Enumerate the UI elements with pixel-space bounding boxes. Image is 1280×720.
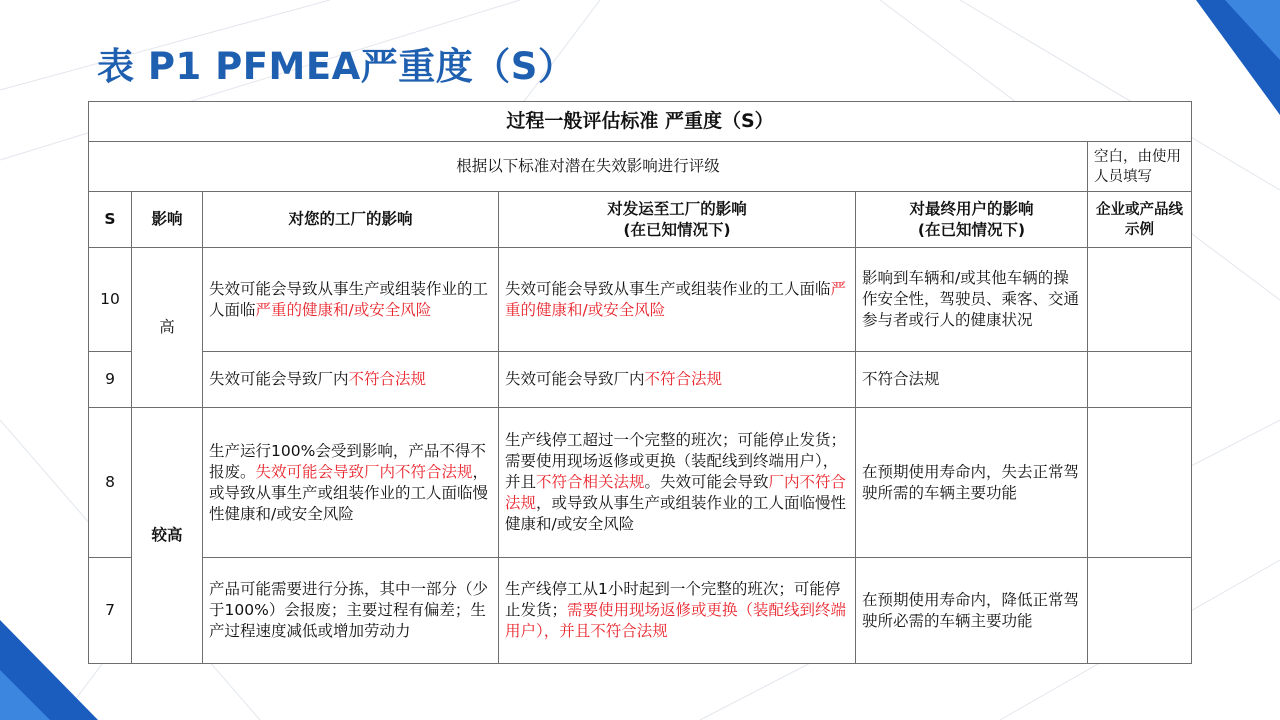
table-row-s7	[89, 558, 1192, 664]
instruction-row	[89, 142, 1192, 192]
col-header-example: 企业或产品线示例	[1088, 192, 1192, 248]
table-heading: 过程一般评估标准 严重度（S）	[89, 102, 1192, 142]
ship-effect-s8-text-3: ，或导致从事生产或组装作业的工人面临慢性健康和/或安全风险	[505, 494, 847, 533]
ship-effect-s8-highlight: 不符合相关法规	[536, 473, 645, 491]
plant-effect-s10	[203, 248, 499, 352]
col-header-end-user	[856, 192, 1088, 248]
severity-9: 9	[89, 352, 132, 408]
example-s7	[1088, 558, 1192, 664]
ship-effect-s8-text-2: 。失效可能会导致	[644, 473, 769, 491]
table-row-s8	[89, 408, 1192, 558]
table-heading-row	[89, 102, 1192, 142]
severity-8: 8	[89, 408, 132, 558]
col-header-end-user-line1: 对最终用户的影响	[909, 199, 1034, 218]
plant-effect-s8-highlight: 失效可能会导致厂内不符合法规	[255, 462, 473, 481]
col-header-ship-to-line2: (在已知情况下)	[623, 220, 731, 239]
col-header-s: S	[89, 192, 132, 248]
plant-effect-s8-text-2: ，或导致从事生产或组装作业的工人面临慢性健康和/或安全风险	[209, 462, 489, 523]
example-s10	[1088, 248, 1192, 352]
example-s8	[1088, 408, 1192, 558]
plant-effect-s10-text: 失效可能会导致从事生产或组装作业的工人面临	[209, 279, 489, 319]
ship-effect-s9-text: 失效可能会导致厂内	[505, 370, 645, 388]
col-header-end-user-line2: (在已知情况下)	[917, 220, 1026, 239]
plant-effect-s8	[203, 408, 499, 558]
table-row-s9	[89, 352, 1192, 408]
end-user-effect-s9: 不符合法规	[856, 352, 1088, 408]
ship-effect-s8	[499, 408, 856, 558]
ship-effect-s8-highlight-2: 厂内不符合法规	[505, 473, 847, 512]
end-user-effect-s7: 在预期使用寿命内，降低正常驾驶所必需的车辆主要功能	[856, 558, 1088, 664]
plant-effect-s9	[203, 352, 499, 408]
pfmea-severity-table	[88, 101, 1192, 664]
example-s9	[1088, 352, 1192, 408]
col-header-effect: 影响	[132, 192, 203, 248]
effect-group-moderately-high: 较高	[132, 408, 203, 664]
end-user-effect-s10: 影响到车辆和/或其他车辆的操作安全性，驾驶员、乘客、交通参与者或行人的健康状况	[856, 248, 1088, 352]
severity-7: 7	[89, 558, 132, 664]
instruction-text: 根据以下标准对潜在失效影响进行评级	[89, 142, 1088, 192]
ship-effect-s9	[499, 352, 856, 408]
end-user-effect-s8: 在预期使用寿命内，失去正常驾驶所需的车辆主要功能	[856, 408, 1088, 558]
ship-effect-s8-text: 生产线停工超过一个完整的班次；可能停止发货；需要使用现场返修或更换（装配线到终端用户），并且	[505, 431, 847, 491]
ship-effect-s10-text: 失效可能会导致从事生产或组装作业的工人面临	[505, 279, 831, 298]
col-header-ship-to-plant	[499, 192, 856, 248]
table-row-s10	[89, 248, 1192, 352]
col-header-your-plant: 对您的工厂的影响	[203, 192, 499, 248]
severity-10: 10	[89, 248, 132, 352]
plant-effect-s10-highlight: 严重的健康和/或安全风险	[255, 300, 432, 319]
ship-effect-s10-highlight: 严重的健康和/或安全风险	[505, 279, 847, 319]
ship-effect-s7-highlight: 需要使用现场返修或更换（装配线到终端用户），并且不符合法规	[505, 601, 847, 640]
plant-effect-s9-highlight: 不符合法规	[348, 370, 427, 388]
col-header-ship-to-line1: 对发运至工厂的影响	[607, 199, 747, 218]
ship-effect-s7-text: 生产线停工从1小时起到一个完整的班次；可能停止发货；	[505, 580, 841, 619]
column-header-row	[89, 192, 1192, 248]
page-title: 表 P1 PFMEA严重度（S）	[97, 45, 576, 88]
plant-effect-s8-text: 生产运行100%会受到影响，产品不得不报废。	[209, 441, 486, 481]
effect-group-high: 高	[132, 248, 203, 408]
blank-note: 空白，由使用人员填写	[1088, 142, 1192, 192]
ship-effect-s9-highlight: 不符合法规	[644, 370, 723, 388]
plant-effect-s9-text: 失效可能会导致厂内	[209, 370, 349, 388]
ship-effect-s10	[499, 248, 856, 352]
ship-effect-s7	[499, 558, 856, 664]
plant-effect-s7: 产品可能需要进行分拣，其中一部分（少于100%）会报废；主要过程有偏差；生产过程速度减低或增加劳动力	[203, 558, 499, 664]
